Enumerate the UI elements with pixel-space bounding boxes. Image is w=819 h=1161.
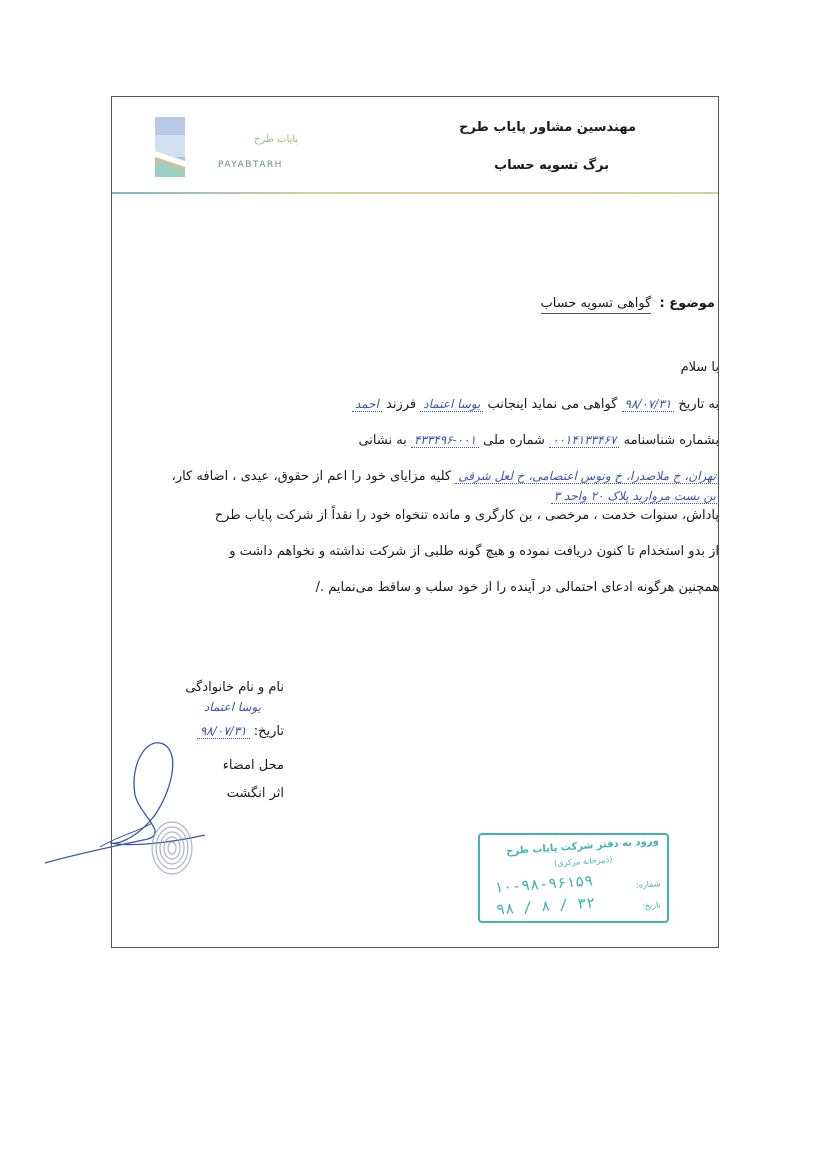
handwritten-name: یوسا اعتماد [420, 397, 483, 412]
handwritten-father: احمد [352, 397, 382, 412]
logo-persian-text: پایاب طرح [254, 134, 299, 145]
handwritten-signer-date: ۹۸/۰۷/۳۱ [197, 724, 250, 739]
text-on-date: به تاریخ [678, 397, 719, 412]
text-child-of: فرزند [386, 397, 417, 412]
subject-value: گواهی تسویه حساب [541, 296, 652, 314]
stamp-subtitle: (دبیرخانه مرکزی) [553, 854, 613, 869]
name-value-wrap [201, 700, 264, 715]
body-line-5: پاداش، سنوات خدمت ، مرخصی ، بن کارگری و مانده تنخواه خود را نقداً از شرکت پایاب طرح [214, 508, 719, 523]
form-title: برگ تسویه حساب [494, 158, 609, 173]
handwritten-address-2: بن بست مروارید پلاک ۲۰ واحد ۳ [551, 489, 719, 504]
body-line-3 [147, 468, 719, 485]
handwritten-id: ۰۰۱۴۱۳۳۴۶۷ [549, 433, 619, 448]
stamp-number-label: شماره: [636, 879, 662, 890]
text-certifies: گواهی می نماید اینجانب [487, 397, 618, 412]
handwritten-signer-name: یوسا اعتماد [203, 700, 261, 714]
stamp-date-label: تاریخ: [642, 900, 662, 911]
handwritten-date: ۹۸/۰۷/۳۱ [622, 397, 675, 412]
company-name: مهندسین مشاور پایاب طرح [459, 120, 636, 135]
subject-label: موضوع : [659, 296, 715, 311]
logo-latin-text: PAYABTARH [218, 160, 283, 170]
signature-place-label: محل امضاء [222, 758, 284, 773]
header-divider [112, 192, 718, 194]
text-benefits: کلیه مزایای خود را اعم از حقوق، عیدی ، اضافه کار، [171, 469, 452, 484]
date-label: تاریخ: [253, 724, 284, 739]
stamp-number: ۱۰-۹۸-۹۶۱۵۹ [493, 871, 594, 897]
handwritten-address-1: تهران، خ ملاصدرا، خ ونوس اعتصامی، خ لعل شرقی [455, 469, 719, 484]
subject-line [541, 296, 716, 311]
text-national-number: شماره ملی [483, 433, 545, 448]
stamp-title: ورود به دفتر شرکت پایاب طرح [505, 835, 660, 858]
fingerprint-label: اثر انگشت [226, 786, 284, 801]
body-line-1 [147, 396, 719, 413]
body-line-2 [147, 432, 719, 449]
stamp-date: ۹۸ / ۸ / ۳۲ [495, 893, 596, 919]
receipt-stamp [478, 833, 669, 923]
name-label: نام و نام خانوادگی [185, 680, 284, 695]
text-address: به نشانی [358, 433, 407, 448]
body-line-7: همچنین هرگونه ادعای احتمالی در آینده را از خود سلب و ساقط می‌نمایم ./ [315, 580, 719, 595]
greeting: با سلام [680, 360, 719, 375]
fingerprint [148, 818, 196, 878]
body-line-6: از بدو استخدام تا کنون دریافت نموده و هیچ گونه طلبی از شرکت نداشته و نخواهم داشت و [229, 544, 719, 559]
text-id-number: بشماره شناسنامه [623, 433, 719, 448]
handwritten-national: ۰۰۱-۴۳۳۴۹۶ [411, 433, 479, 448]
body-line-4 [147, 488, 719, 505]
